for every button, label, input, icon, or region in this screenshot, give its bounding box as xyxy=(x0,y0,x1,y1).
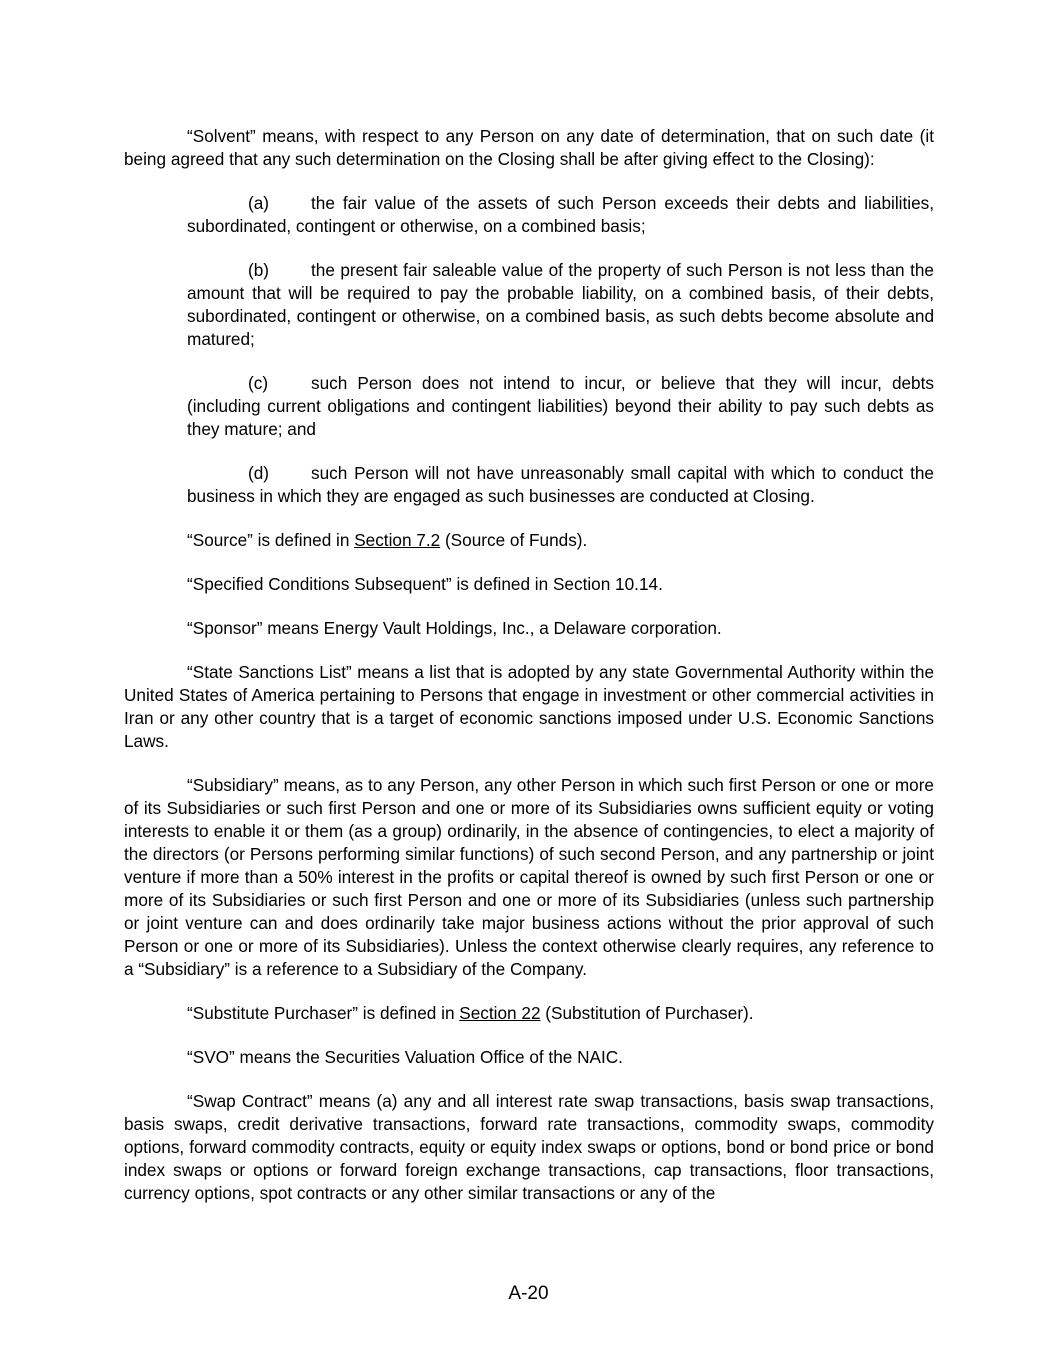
clause-label: (a) xyxy=(248,193,270,213)
clause-a xyxy=(187,192,934,238)
clause-label: (d) xyxy=(248,463,270,483)
term-specified-conditions: “Specified Conditions Subsequent” xyxy=(187,574,452,594)
clause-b xyxy=(187,259,934,351)
term-swap-contract: “Swap Contract” xyxy=(187,1091,313,1111)
definition-sponsor xyxy=(124,617,934,640)
definition-subsidiary xyxy=(124,774,934,981)
definition-swap-contract xyxy=(124,1090,934,1205)
term-subsidiary: “Subsidiary” xyxy=(187,775,279,795)
page-body xyxy=(124,125,934,1205)
definition-specified-conditions xyxy=(124,573,934,596)
definition-solvent xyxy=(124,125,934,171)
clause-text: such Person will not have unreasonably small capital with which to conduct the business in which they are engaged as such businesses are conducted at Closing. xyxy=(187,463,934,506)
clause-c xyxy=(187,372,934,441)
definition-text: (Substitution of Purchaser). xyxy=(540,1003,754,1023)
term-state-sanctions-list: “State Sanctions List” xyxy=(187,662,352,682)
definition-substitute-purchaser xyxy=(124,1002,934,1025)
section-22-link[interactable]: Section 22 xyxy=(459,1003,541,1023)
term-sponsor: “Sponsor” xyxy=(187,618,263,638)
definition-text: is defined in xyxy=(252,530,355,550)
definition-text: is defined in Section 10.14. xyxy=(451,574,663,594)
definition-text: is defined in xyxy=(358,1003,460,1023)
definition-text: means, with respect to any Person on any date of determination, that on such date (it being agreed that any such determination on the Closing shall be after giving effect to the Closing): xyxy=(124,126,934,169)
clause-d xyxy=(187,462,934,508)
definition-text: means Energy Vault Holdings, Inc., a Delaware corporation. xyxy=(262,618,722,638)
definition-svo xyxy=(124,1046,934,1069)
clause-label: (c) xyxy=(248,373,269,393)
definition-text: means, as to any Person, any other Person in which such first Person or one or more of its Subsidiaries or such first Person and one or more of its Subsidiaries owns sufficient equity or voting interests to enable it or them (as a group) ordinarily, in the absence of contingencies, to elect a majority of the directors (or Persons performing similar functions) of such second Person, and any partnership or joint venture if more than a 50% interest in the profits or capital thereof is owned by such first Person or one or more of its Subsidiaries or such first Person and one or more of its Subsidiaries (unless such partnership or joint venture can and does ordinarily take major business actions without the prior approval of such Person or one or more of its Subsidiaries). Unless the context otherwise clearly requires, any reference to a “Subsidiary” is a reference to a Subsidiary of the Company. xyxy=(124,775,934,979)
clause-text: the fair value of the assets of such Person exceeds their debts and liabilities, subordinated, contingent or otherwise, on a combined basis; xyxy=(187,193,934,236)
clause-label: (b) xyxy=(248,260,270,280)
section-7-2-link[interactable]: Section 7.2 xyxy=(354,530,441,550)
definition-source xyxy=(124,529,934,552)
definition-text: (Source of Funds). xyxy=(440,530,588,550)
term-svo: “SVO” xyxy=(187,1047,235,1067)
definition-text: means the Securities Valuation Office of the NAIC. xyxy=(234,1047,623,1067)
term-substitute-purchaser: “Substitute Purchaser” xyxy=(187,1003,358,1023)
term-source: “Source” xyxy=(187,530,253,550)
page-number: A-20 xyxy=(508,1283,549,1304)
clause-text: such Person does not intend to incur, or believe that they will incur, debts (including current obligations and contingent liabilities) beyond their ability to pay such debts as they mature; and xyxy=(187,373,934,439)
clause-text: the present fair saleable value of the property of such Person is not less than the amount that will be required to pay the probable liability, on a combined basis, of their debts, subordinated, contingent or otherwise, on a combined basis, as such debts become absolute and matured; xyxy=(187,260,934,349)
definition-state-sanctions-list xyxy=(124,661,934,753)
term-solvent: “Solvent” xyxy=(187,126,256,146)
definition-text: means a list that is adopted by any state Governmental Authority within the United States of America pertaining to Persons that engage in investment or other commercial activities in Iran or any other country that is a target of economic sanctions imposed under U.S. Economic Sanctions Laws. xyxy=(124,662,934,751)
definition-text: means (a) any and all interest rate swap transactions, basis swap transactions, basis swaps, credit derivative transactions, forward rate transactions, commodity swaps, commodity options, forward commodity contracts, equity or equity index swaps or options, bond or bond price or bond index swaps or options or forward foreign exchange transactions, cap transactions, floor transactions, currency options, spot contracts or any other similar transactions or any of the xyxy=(124,1091,934,1203)
